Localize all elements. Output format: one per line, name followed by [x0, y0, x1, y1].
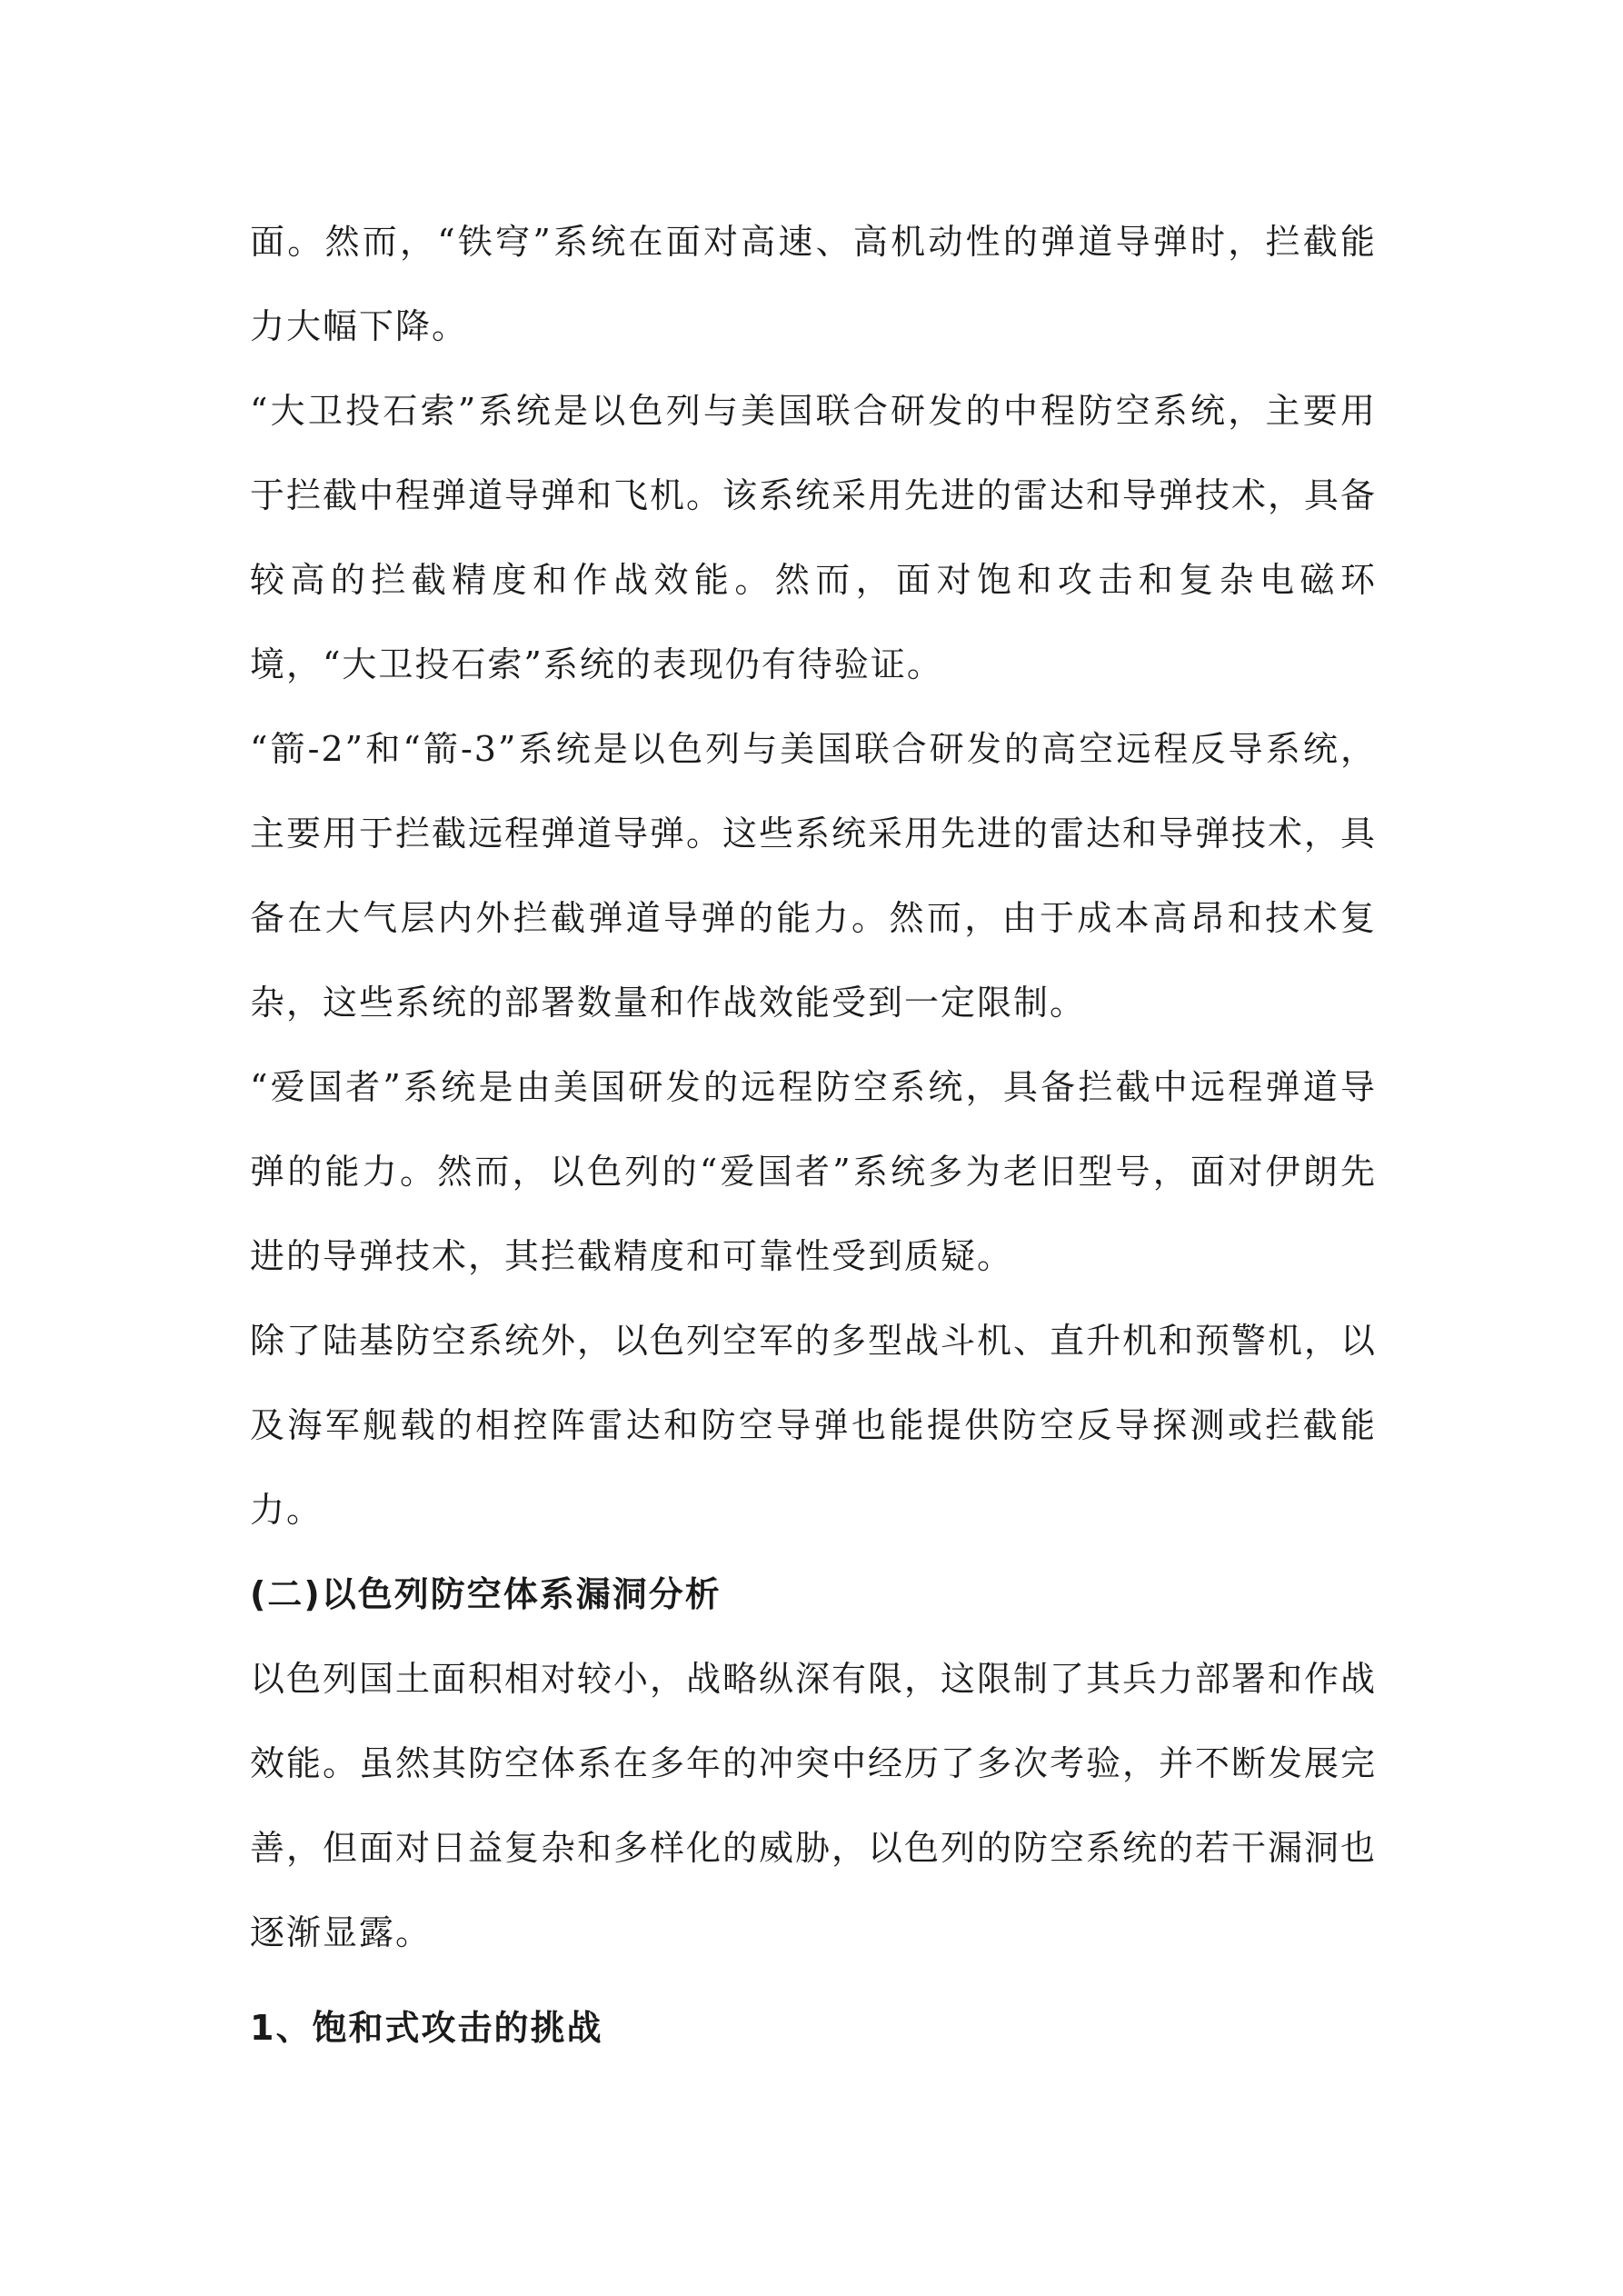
paragraph-iron-dome-end: 面。然而，“铁穹”系统在面对高速、高机动性的弹道导弹时，拦截能力大幅下降。 [250, 222, 1377, 346]
paragraph-other-assets: 除了陆基防空系统外，以色列空军的多型战斗机、直升机和预警机，以及海军舰载的相控阵雷达和防空导弹也能提供防空反导探测或拦截能力。 [250, 1321, 1378, 1530]
paragraph-arrow-systems: “箭-2”和“箭-3”系统是以色列与美国联合研发的高空远程反导系统，主要用于拦截远程弹道导弹。这些系统采用先进的雷达和导弹技术，具备在大气层内外拦截弹道导弹的能力。然而，由于成本高昂和技术复杂，这些系统的部署数量和作战效能受到一定限制。 [250, 729, 1378, 1023]
paragraph-vulnerability-intro: 以色列国土面积相对较小，战略纵深有限，这限制了其兵力部署和作战效能。虽然其防空体系在多年的冲突中经历了多次考验，并不断发展完善，但面对日益复杂和多样化的威胁，以色列的防空系统的若干漏洞也逐渐显露。 [250, 1659, 1378, 1952]
subsection-heading: 1、饱和式攻击的挑战 [250, 2008, 603, 2048]
paragraph-patriot: “爱国者”系统是由美国研发的远程防空系统，具备拦截中远程弹道导弹的能力。然而，以色列的“爱国者”系统多为老旧型号，面对伊朗先进的导弹技术，其拦截精度和可靠性受到质疑。 [250, 1067, 1377, 1276]
section-heading: (二)以色列防空体系漏洞分析 [250, 1574, 722, 1614]
document-body [250, 200, 1377, 2071]
paragraph-davids-sling: “大卫投石索”系统是以色列与美国联合研发的中程防空系统，主要用于拦截中程弹道导弹和飞机。该系统采用先进的雷达和导弹技术，具备较高的拦截精度和作战效能。然而，面对饱和攻击和复杂电磁环境，“大卫投石索”系统的表现仍有待验证。 [250, 391, 1378, 684]
